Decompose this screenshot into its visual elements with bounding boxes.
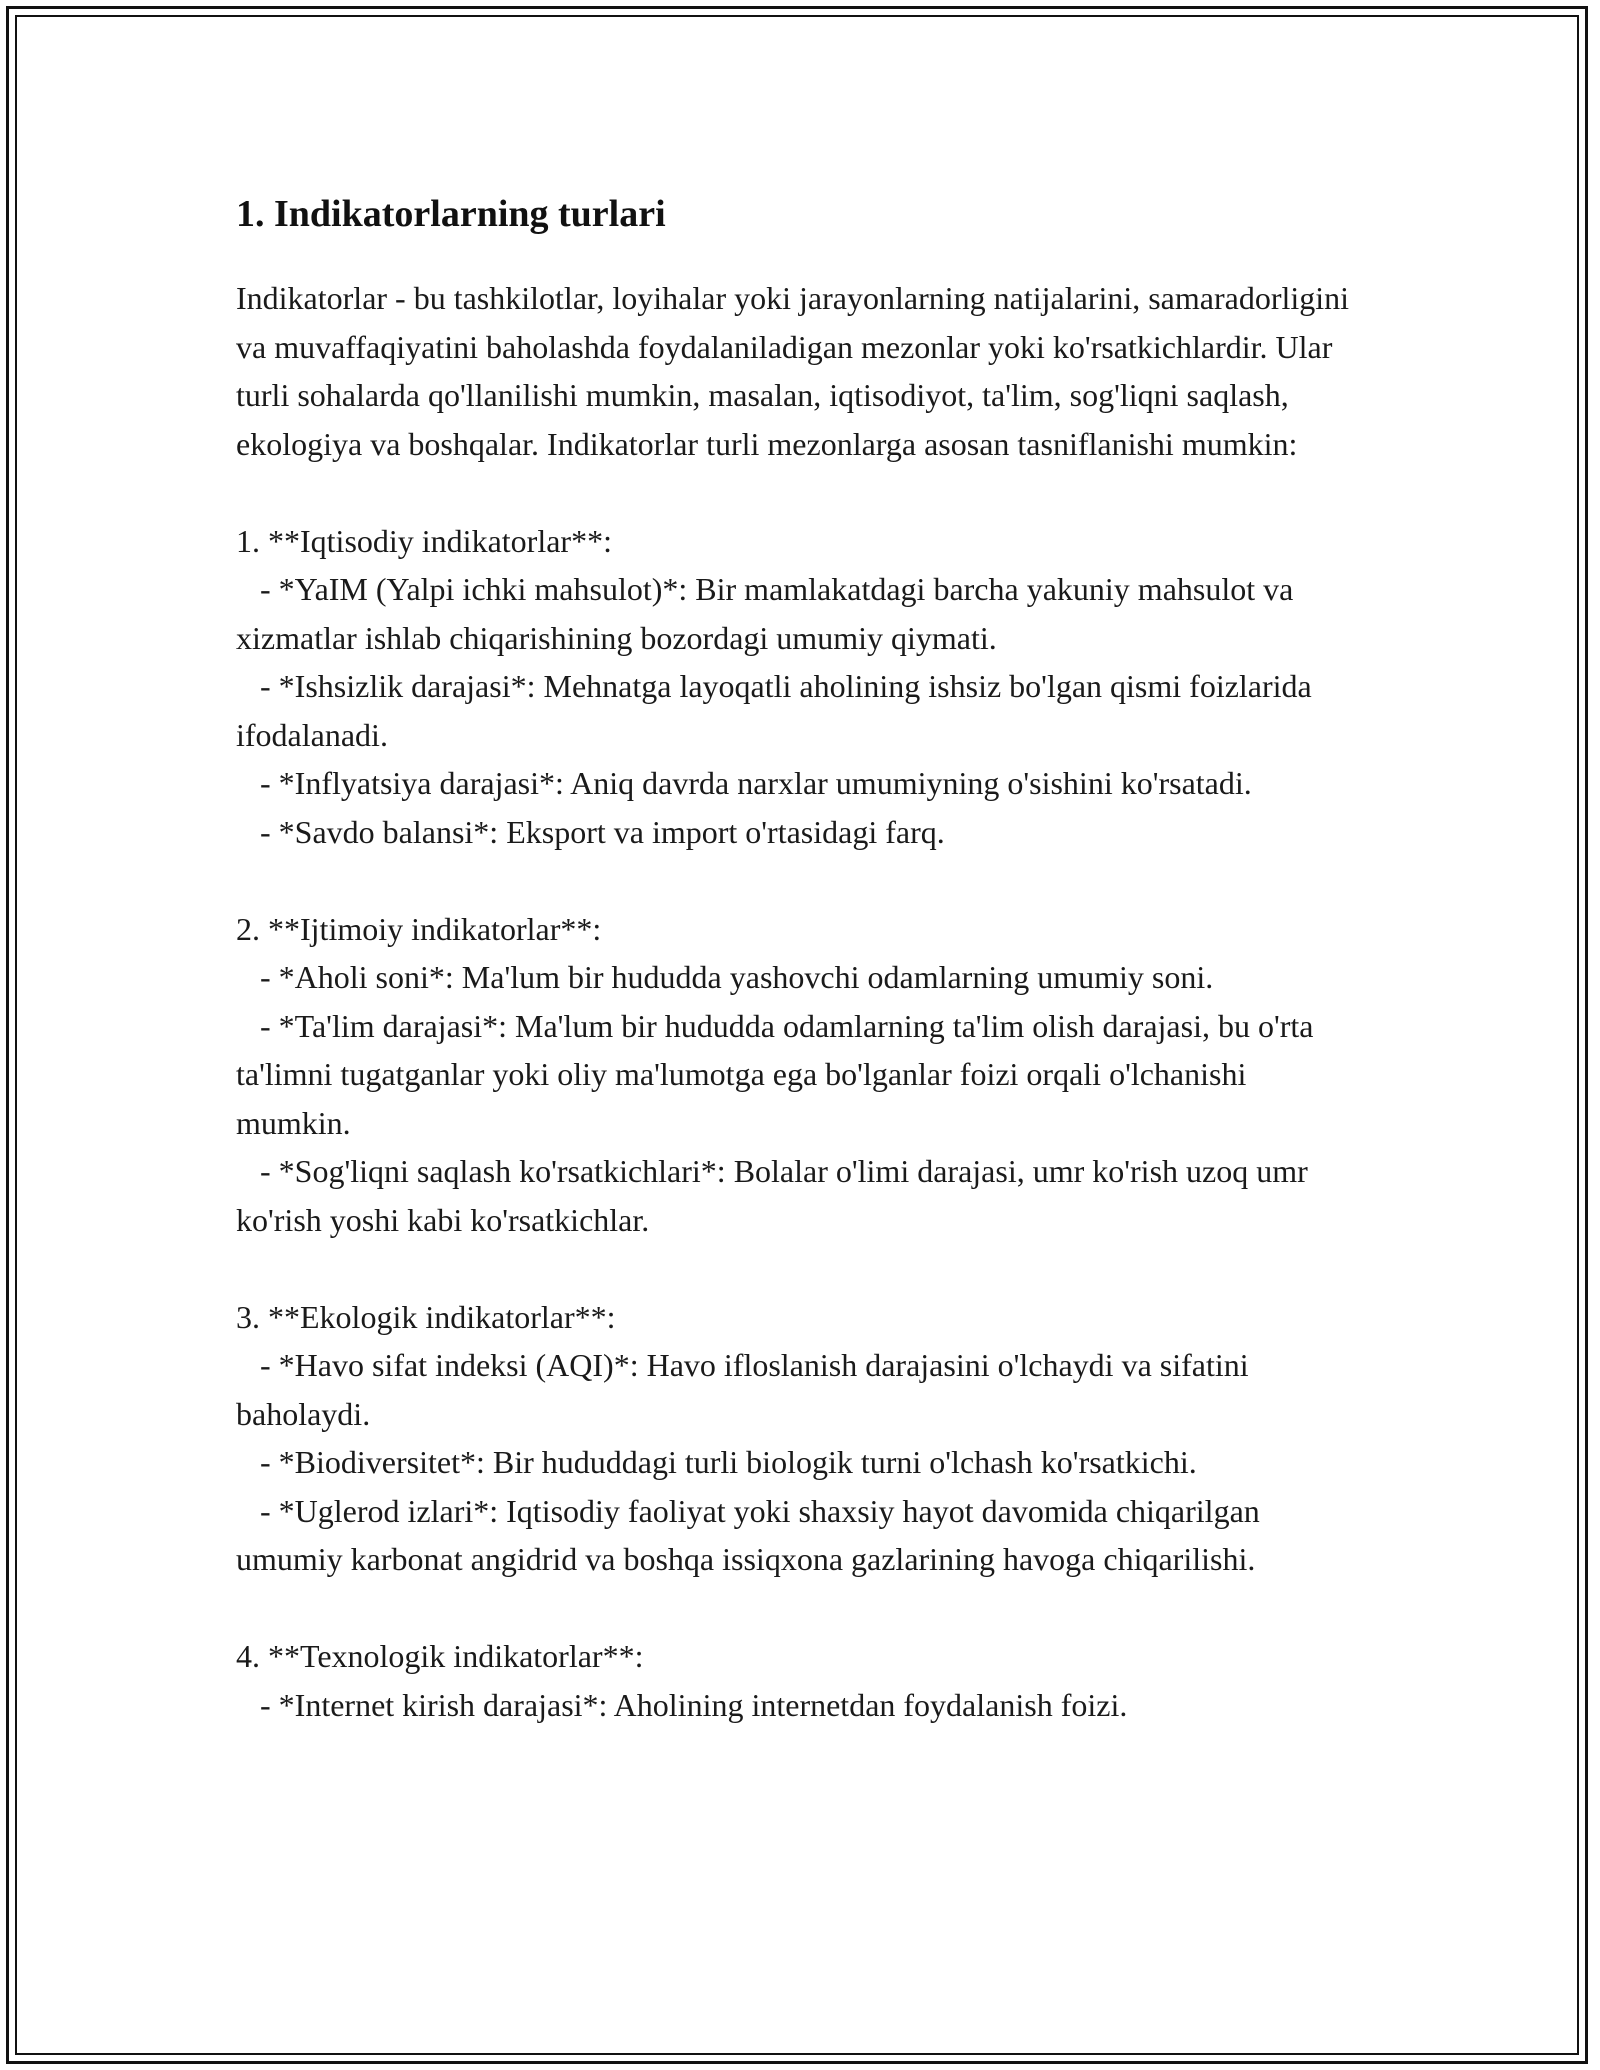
list-item: - *YaIM (Yalpi ichki mahsulot)*: Bir mamlakatdagi barcha yakuniy mahsulot va xizmatlar ishlab chiqarishining bozordagi umumiy qiymati. [236, 571, 1302, 656]
section-heading: 2. **Ijtimoiy indikatorlar**: [236, 910, 602, 947]
section-heading: 3. **Ekologik indikatorlar**: [236, 1298, 616, 1335]
list-item: - *Aholi soni*: Ma'lum bir hududda yashovchi odamlarning umumiy soni. [236, 959, 1214, 995]
section-ecological [236, 1293, 1366, 1584]
list-item: - *Uglerod izlari*: Iqtisodiy faoliyat yoki shaxsiy hayot davomida chiqarilgan umumiy karbonat angidrid va boshqa issiqxona gazlarining havoga chiqarilishi. [236, 1492, 1268, 1577]
spacer [236, 1584, 1366, 1633]
list-item: - *Sog'liqni saqlash ko'rsatkichlari*: Bolalar o'limi darajasi, umr ko'rish uzoq umr ko'rish yoshi kabi ko'rsatkichlar. [236, 1153, 1316, 1238]
section-economic [236, 517, 1366, 857]
document-title: 1. Indikatorlarning turlari [236, 193, 666, 235]
list-item: - *Ta'lim darajasi*: Ma'lum bir hududda odamlarning ta'lim olish darajasi, bu o'rta ta'limni tugatganlar yoki oliy ma'lumotga ega bo'lganlar foizi orqali o'lchanishi mumkin. [236, 1007, 1322, 1141]
spacer [236, 856, 1366, 905]
list-item: - *Biodiversitet*: Bir hududdagi turli biologik turni o'lchash ko'rsatkichi. [236, 1444, 1197, 1480]
section-technological [236, 1632, 1366, 1729]
section-heading: 4. **Texnologik indikatorlar**: [236, 1638, 644, 1674]
list-item: - *Savdo balansi*: Eksport va import o'rtasidagi farq. [236, 813, 945, 850]
list-item: - *Ishsizlik darajasi*: Mehnatga layoqatli aholining ishsiz bo'lgan qismi foizlarida ifodalanadi. [236, 668, 1320, 753]
list-item: - *Inflyatsiya darajasi*: Aniq davrda narxlar umumiyning o'sishini ko'rsatadi. [236, 765, 1252, 801]
intro-paragraph: Indikatorlar - bu tashkilotlar, loyihalar yoki jarayonlarning natijalarini, samaradorligini va muvaffaqiyatini baholashda foydalaniladigan mezonlar yoki ko'rsatkichlardir. Ular turli sohalarda qo'llanilishi mumkin, masalan, iqtisodiyot, ta'lim, sog'liqni saqlash, ekologiya va boshqalar. Indikatorlar turli mezonlarga asosan tasniflanishi mumkin: [236, 280, 1358, 462]
list-item: - *Havo sifat indeksi (AQI)*: Havo ifloslanish darajasini o'lchaydi va sifatini baholaydi. [236, 1347, 1257, 1432]
section-heading: 1. **Iqtisodiy indikatorlar**: [236, 522, 612, 559]
spacer [236, 468, 1366, 517]
section-social [236, 905, 1366, 1245]
list-item: - *Internet kirish darajasi*: Aholining internetdan foydalanish foizi. [236, 1686, 1128, 1723]
spacer [236, 1244, 1366, 1293]
document-body [236, 190, 1366, 1729]
